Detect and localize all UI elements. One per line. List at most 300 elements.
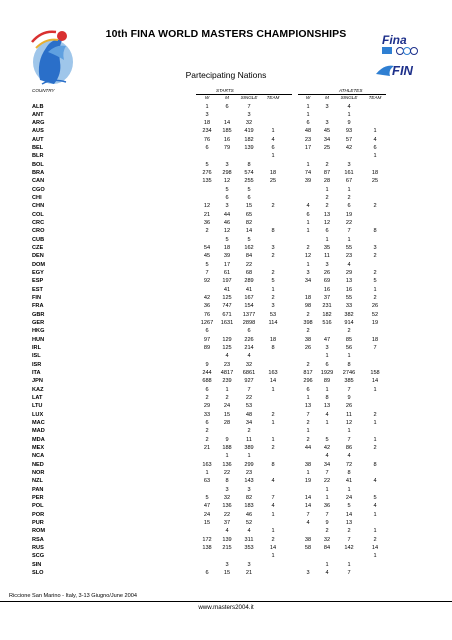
- table-row: [0, 111, 452, 119]
- athletes-m-cell: 1: [325, 561, 329, 568]
- athletes-single-cell: 2: [347, 195, 351, 202]
- starts-team-cell: 2: [271, 270, 275, 277]
- athletes-m-cell: 7: [325, 511, 329, 518]
- starts-m-cell: 3: [225, 203, 229, 210]
- starts-single-cell: 68: [245, 270, 253, 277]
- country-code: FIN: [32, 295, 42, 302]
- athletes-single-cell: 142: [344, 544, 354, 551]
- starts-single-cell: 389: [244, 444, 254, 451]
- table-row: [0, 569, 452, 577]
- athletes-single-cell: 1: [347, 186, 351, 193]
- starts-w-cell: 6: [205, 145, 209, 152]
- athletes-m-cell: 4: [325, 569, 329, 576]
- starts-m-cell: 239: [222, 378, 232, 385]
- athletes-single-cell: 4: [347, 103, 351, 110]
- country-code: NOR: [32, 469, 45, 476]
- starts-m-cell: 125: [222, 345, 232, 352]
- athletes-w-cell: 2: [306, 311, 310, 318]
- table-row: [0, 152, 452, 160]
- table-row: [0, 427, 452, 435]
- starts-single-cell: 4: [247, 353, 251, 360]
- athletes-m-cell: 4: [325, 453, 329, 460]
- starts-m-cell: 6: [225, 103, 229, 110]
- country-code: CHI: [32, 195, 42, 202]
- athletes-m-cell: 6: [325, 361, 329, 368]
- starts-team-cell: 1: [271, 386, 275, 393]
- athletes-m-cell: 16: [323, 286, 331, 293]
- table-row: [0, 436, 452, 444]
- athletes-w-cell: 2: [306, 361, 310, 368]
- table-row: [0, 486, 452, 494]
- starts-w-cell: 29: [203, 403, 211, 410]
- starts-w-cell: 97: [203, 336, 211, 343]
- starts-w-cell: 36: [203, 303, 211, 310]
- athletes-team-cell: 2: [373, 444, 377, 451]
- athletes-single-cell: 16: [345, 286, 353, 293]
- athletes-single-cell: 914: [344, 320, 354, 327]
- athletes-team-cell: 2: [373, 270, 377, 277]
- starts-w-cell: 6: [205, 386, 209, 393]
- table-row: [0, 477, 452, 485]
- country-code: AUT: [32, 136, 44, 143]
- athletes-team-cell: 1: [373, 436, 377, 443]
- starts-w-cell: 45: [203, 253, 211, 260]
- starts-w-cell: 5: [205, 494, 209, 501]
- starts-w-cell: 1267: [200, 320, 214, 327]
- starts-m-cell: 125: [222, 295, 232, 302]
- starts-single-cell: 84: [245, 253, 253, 260]
- starts-team-cell: 6: [271, 145, 275, 152]
- athletes-team-cell: 2: [373, 203, 377, 210]
- starts-single-cell: 139: [244, 145, 254, 152]
- athletes-w-cell: 98: [304, 303, 312, 310]
- athletes-w-cell: 23: [304, 136, 312, 143]
- country-code: BEL: [32, 145, 44, 152]
- athletes-w-header: W: [305, 95, 311, 100]
- starts-team-cell: 25: [269, 178, 277, 185]
- country-code: IRL: [32, 345, 42, 352]
- starts-m-cell: 139: [222, 536, 232, 543]
- athletes-single-header: SINGLE: [340, 95, 358, 100]
- athletes-w-cell: 1: [306, 261, 310, 268]
- starts-single-cell: 32: [245, 120, 253, 127]
- starts-w-cell: 1: [205, 469, 209, 476]
- starts-single-cell: 5: [247, 236, 251, 243]
- country-code: HUN: [32, 336, 45, 343]
- table-row: [0, 194, 452, 202]
- athletes-team-cell: 14: [371, 544, 379, 551]
- athletes-w-cell: 38: [304, 461, 312, 468]
- starts-w-cell: 76: [203, 136, 211, 143]
- athletes-team-cell: 6: [373, 145, 377, 152]
- starts-single-cell: 14: [245, 228, 253, 235]
- table-row: [0, 369, 452, 377]
- starts-header: STARTS: [216, 88, 234, 93]
- athletes-single-cell: 7: [347, 228, 351, 235]
- starts-w-cell: 47: [203, 503, 211, 510]
- starts-single-cell: 162: [244, 245, 254, 252]
- starts-m-cell: 4: [225, 528, 229, 535]
- country-code: CRC: [32, 220, 45, 227]
- starts-m-cell: 24: [223, 403, 231, 410]
- starts-m-cell: 61: [223, 270, 231, 277]
- athletes-single-cell: 26: [345, 403, 353, 410]
- athletes-m-cell: 11: [324, 253, 330, 260]
- starts-m-cell: 15: [223, 569, 231, 576]
- table-row: [0, 236, 452, 244]
- athletes-w-cell: 1: [306, 161, 310, 168]
- starts-single-cell: 4: [247, 528, 251, 535]
- athletes-team-cell: 5: [373, 494, 377, 501]
- athletes-m-cell: 5: [325, 436, 329, 443]
- athletes-team-cell: 1: [373, 553, 377, 560]
- starts-w-cell: 92: [203, 278, 211, 285]
- starts-m-header: M: [225, 95, 229, 100]
- starts-m-cell: 298: [222, 170, 232, 177]
- starts-single-cell: 927: [244, 378, 254, 385]
- country-code: BLR: [32, 153, 44, 160]
- starts-m-cell: 747: [222, 303, 232, 310]
- athletes-w-cell: 14: [304, 503, 312, 510]
- starts-w-cell: 6: [205, 419, 209, 426]
- starts-single-cell: 226: [244, 336, 254, 343]
- athletes-single-cell: 1: [347, 428, 351, 435]
- starts-m-cell: 136: [222, 503, 232, 510]
- country-code: GER: [32, 320, 45, 327]
- starts-single-header: SINGLE: [240, 95, 258, 100]
- athletes-team-cell: 2: [373, 253, 377, 260]
- starts-m-cell: 215: [222, 544, 232, 551]
- starts-w-cell: 234: [202, 128, 212, 135]
- starts-w-cell: 76: [203, 311, 211, 318]
- athletes-team-cell: 2: [373, 411, 377, 418]
- athletes-m-cell: 2: [325, 161, 329, 168]
- country-code: LUX: [32, 411, 44, 418]
- athletes-m-cell: 45: [323, 128, 331, 135]
- athletes-team-cell: 3: [373, 245, 377, 252]
- athletes-team-cell: 158: [370, 370, 380, 376]
- country-code: ESP: [32, 278, 44, 285]
- athletes-team-cell: 14: [371, 378, 379, 385]
- table-row: [0, 119, 452, 127]
- country-code: MAD: [32, 428, 45, 435]
- starts-team-cell: 2: [271, 411, 275, 418]
- country-code: ROM: [32, 528, 46, 535]
- athletes-team-cell: 4: [373, 136, 377, 143]
- starts-m-cell: 4817: [220, 370, 234, 376]
- athletes-single-cell: 5: [347, 503, 351, 510]
- starts-single-cell: 6: [247, 195, 251, 202]
- starts-m-cell: 22: [223, 469, 231, 476]
- athletes-team-cell: 1: [373, 386, 377, 393]
- starts-single-cell: 82: [245, 220, 253, 227]
- starts-team-cell: 18: [269, 170, 277, 177]
- starts-single-cell: 299: [244, 461, 254, 468]
- fina-logo-icon: [374, 30, 432, 58]
- table-row: [0, 444, 452, 452]
- starts-m-cell: 3: [225, 486, 229, 493]
- starts-team-cell: 5: [271, 278, 275, 285]
- starts-w-cell: 5: [205, 261, 209, 268]
- starts-m-cell: 12: [223, 178, 231, 185]
- athletes-single-cell: 14: [345, 511, 353, 518]
- athletes-single-cell: 1: [347, 236, 351, 243]
- athletes-single-cell: 2: [347, 328, 351, 335]
- starts-single-cell: 23: [245, 469, 253, 476]
- country-code: CRO: [32, 228, 45, 235]
- athletes-w-cell: 26: [304, 345, 312, 352]
- athletes-m-cell: 3: [325, 345, 329, 352]
- country-code: MDA: [32, 436, 45, 443]
- country-code: PUR: [32, 519, 44, 526]
- table-row: [0, 394, 452, 402]
- athletes-m-cell: 231: [322, 303, 332, 310]
- country-code: PER: [32, 494, 44, 501]
- athletes-w-cell: 398: [303, 320, 313, 327]
- starts-single-cell: 419: [244, 128, 254, 135]
- starts-single-cell: 15: [245, 203, 253, 210]
- starts-m-cell: 3: [225, 561, 229, 568]
- starts-single-cell: 53: [245, 403, 253, 410]
- table-row: [0, 161, 452, 169]
- starts-single-cell: 183: [244, 503, 254, 510]
- athletes-single-cell: 1: [347, 486, 351, 493]
- starts-m-cell: 5: [225, 186, 229, 193]
- starts-w-header: W: [204, 95, 210, 100]
- athletes-m-cell: 6: [325, 228, 329, 235]
- starts-m-cell: 188: [222, 444, 232, 451]
- starts-single-cell: 574: [244, 170, 254, 177]
- table-row: [0, 311, 452, 319]
- starts-m-cell: 16: [223, 136, 231, 143]
- starts-m-cell: 18: [223, 245, 231, 252]
- athletes-m-cell: 22: [323, 478, 331, 485]
- athletes-single-cell: 385: [344, 378, 354, 385]
- table-row: [0, 103, 452, 111]
- starts-w-cell: 24: [203, 511, 211, 518]
- athletes-w-cell: 48: [304, 128, 312, 135]
- starts-team-cell: 53: [269, 311, 277, 318]
- table-row: [0, 494, 452, 502]
- country-code: ISR: [32, 361, 42, 368]
- athletes-m-cell: 1: [325, 386, 329, 393]
- starts-single-cell: 46: [245, 511, 253, 518]
- country-code: ANT: [32, 111, 44, 118]
- country-code: SLO: [32, 569, 44, 576]
- country-code: ITA: [32, 370, 41, 376]
- table-row: [0, 252, 452, 260]
- athletes-w-cell: 1: [306, 228, 310, 235]
- athletes-w-cell: 4: [306, 203, 310, 210]
- table-row: [0, 402, 452, 410]
- country-code: POL: [32, 503, 44, 510]
- starts-m-cell: 129: [222, 336, 232, 343]
- fina-logo-text: Fina: [382, 33, 407, 47]
- starts-w-cell: 54: [203, 245, 211, 252]
- starts-w-cell: 163: [202, 461, 212, 468]
- athletes-single-cell: 8: [347, 469, 351, 476]
- athletes-single-cell: 86: [345, 444, 353, 451]
- starts-w-cell: 2: [205, 436, 209, 443]
- athletes-single-cell: 72: [345, 461, 353, 468]
- starts-m-cell: 44: [223, 211, 231, 218]
- starts-team-cell: 1: [271, 128, 275, 135]
- website-link[interactable]: www.masters2004.it: [198, 604, 254, 611]
- athletes-w-cell: 1: [306, 220, 310, 227]
- athletes-single-cell: 22: [345, 220, 353, 227]
- athletes-single-cell: 41: [345, 478, 353, 485]
- starts-team-cell: 18: [269, 336, 277, 343]
- country-code: SCG: [32, 553, 45, 560]
- starts-single-cell: 8: [247, 161, 251, 168]
- starts-w-cell: 15: [203, 519, 211, 526]
- athletes-w-cell: 6: [306, 386, 310, 393]
- athletes-single-cell: 4: [347, 261, 351, 268]
- country-code: MEX: [32, 444, 45, 451]
- starts-w-cell: 172: [202, 536, 212, 543]
- starts-single-cell: 65: [245, 211, 253, 218]
- starts-single-cell: 214: [244, 345, 254, 352]
- starts-single-cell: 22: [245, 261, 253, 268]
- table-row: [0, 202, 452, 210]
- athletes-m-cell: 84: [323, 544, 331, 551]
- starts-team-cell: 114: [268, 320, 278, 327]
- starts-m-cell: 1631: [220, 320, 234, 327]
- athletes-single-cell: 23: [345, 253, 353, 260]
- country-code: MAC: [32, 419, 45, 426]
- country-code: RUS: [32, 544, 44, 551]
- starts-w-cell: 18: [203, 120, 211, 127]
- athletes-w-cell: 38: [304, 336, 312, 343]
- starts-single-cell: 6: [247, 328, 251, 335]
- country-code: ALB: [32, 103, 44, 110]
- athletes-single-cell: 93: [345, 128, 353, 135]
- country-code: RSA: [32, 536, 44, 543]
- athletes-single-cell: 56: [345, 345, 353, 352]
- athletes-m-cell: 34: [323, 461, 331, 468]
- table-row: [0, 452, 452, 460]
- country-code: CUB: [32, 236, 45, 243]
- country-code: AUS: [32, 128, 44, 135]
- table-row: [0, 294, 452, 302]
- starts-m-cell: 14: [223, 120, 231, 127]
- starts-team-cell: 1: [271, 286, 275, 293]
- athletes-w-cell: 1: [306, 111, 310, 118]
- page-title: 10th FINA WORLD MASTERS CHAMPIONSHIPS: [105, 28, 347, 40]
- athletes-single-cell: 57: [345, 136, 353, 143]
- starts-m-cell: 1: [225, 453, 229, 460]
- country-code: SIN: [32, 561, 42, 568]
- starts-team-cell: 2: [271, 444, 275, 451]
- starts-team-cell: 3: [271, 245, 275, 252]
- country-code: JPN: [32, 378, 43, 385]
- athletes-w-cell: 12: [304, 253, 312, 260]
- starts-w-cell: 1: [205, 103, 209, 110]
- athletes-m-cell: 7: [325, 469, 329, 476]
- starts-single-cell: 48: [245, 411, 253, 418]
- starts-w-cell: 276: [202, 170, 212, 177]
- starts-single-cell: 82: [245, 494, 253, 501]
- athletes-w-cell: 2: [306, 328, 310, 335]
- starts-team-cell: 14: [269, 544, 277, 551]
- athletes-m-cell: 25: [323, 145, 331, 152]
- athletes-m-cell: 182: [322, 311, 332, 318]
- starts-w-cell: 42: [203, 295, 211, 302]
- country-header: COUNTRY: [32, 88, 55, 93]
- country-code: CHN: [32, 203, 45, 210]
- footer-divider: [0, 601, 452, 602]
- country-code: CAN: [32, 178, 45, 185]
- country-code: GBR: [32, 311, 45, 318]
- country-code: DEN: [32, 253, 44, 260]
- starts-m-cell: 3: [225, 161, 229, 168]
- starts-w-cell: 6: [205, 328, 209, 335]
- athletes-m-cell: 36: [323, 503, 331, 510]
- table-row: [0, 169, 452, 177]
- table-row: [0, 336, 452, 344]
- athletes-m-cell: 516: [322, 320, 332, 327]
- athletes-team-cell: 1: [373, 528, 377, 535]
- starts-single-cell: 3: [247, 486, 251, 493]
- athletes-w-cell: 2: [306, 419, 310, 426]
- starts-single-cell: 1: [247, 453, 251, 460]
- table-row: [0, 302, 452, 310]
- starts-single-cell: 52: [245, 519, 253, 526]
- country-code: LTU: [32, 403, 43, 410]
- athletes-single-cell: 13: [345, 278, 353, 285]
- country-code: PAN: [32, 486, 44, 493]
- table-row: [0, 511, 452, 519]
- athletes-m-cell: 9: [325, 519, 329, 526]
- athletes-m-cell: 2: [325, 195, 329, 202]
- table-row: [0, 361, 452, 369]
- table-row: [0, 177, 452, 185]
- athletes-m-cell: 3: [325, 103, 329, 110]
- athletes-m-cell: 12: [323, 220, 331, 227]
- starts-single-cell: 154: [244, 303, 254, 310]
- athletes-w-cell: 74: [304, 170, 312, 177]
- starts-team-cell: 8: [271, 461, 275, 468]
- athletes-single-cell: 55: [345, 295, 353, 302]
- country-code: CGO: [32, 186, 45, 193]
- athletes-team-cell: 4: [373, 503, 377, 510]
- athletes-team-header: TEAM: [368, 95, 382, 100]
- athletes-team-cell: 7: [373, 345, 377, 352]
- athletes-single-cell: 11: [346, 411, 352, 418]
- athletes-single-cell: 2: [347, 528, 351, 535]
- athletes-single-cell: 4: [347, 453, 351, 460]
- table-row: [0, 344, 452, 352]
- starts-m-cell: 41: [223, 286, 231, 293]
- athletes-m-header: M: [325, 95, 329, 100]
- starts-single-cell: 21: [245, 569, 253, 576]
- athletes-w-cell: 1: [306, 394, 310, 401]
- athletes-single-cell: 6: [347, 203, 351, 210]
- starts-m-cell: 136: [222, 461, 232, 468]
- athletes-team-cell: 1: [373, 128, 377, 135]
- athletes-m-cell: 3: [325, 120, 329, 127]
- starts-m-cell: 15: [223, 411, 231, 418]
- starts-team-cell: 1: [271, 553, 275, 560]
- table-row: [0, 227, 452, 235]
- starts-team-cell: 1: [271, 528, 275, 535]
- athletes-m-cell: 1: [325, 486, 329, 493]
- country-code: KAZ: [32, 386, 44, 393]
- table-row: [0, 536, 452, 544]
- country-code: BRA: [32, 170, 45, 177]
- athletes-m-cell: 26: [323, 270, 331, 277]
- table-row: [0, 411, 452, 419]
